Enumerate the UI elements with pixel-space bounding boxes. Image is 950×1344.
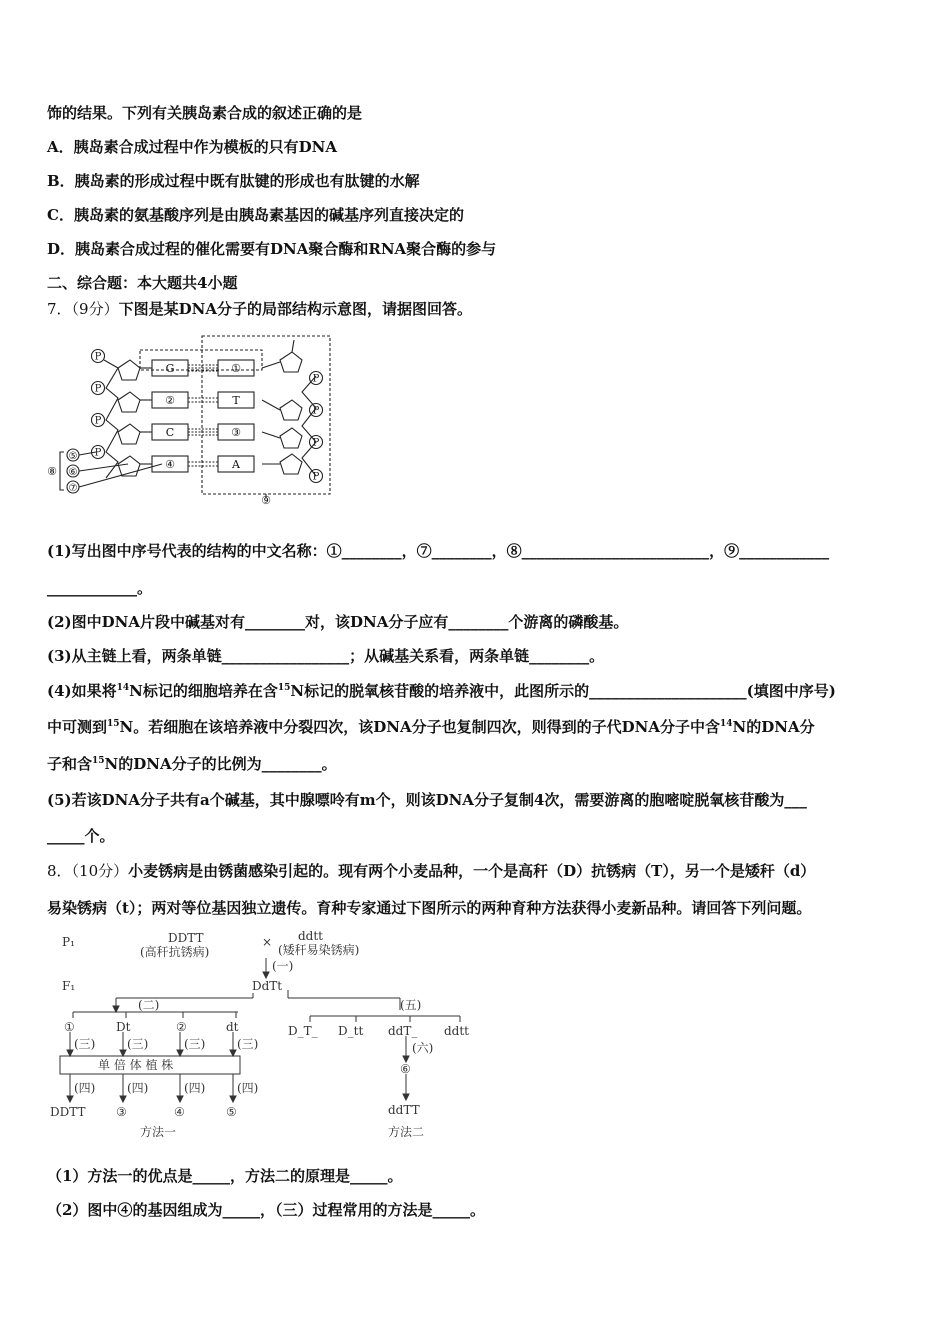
haploid-plant-label: 单 倍 体 植 株: [98, 1058, 174, 1072]
base-c-label: C: [165, 426, 175, 439]
result-ddtt-upper: DDTT: [50, 1105, 86, 1119]
text-span: N。若细胞在该培养液中分裂四次，该DNA分子也复制四次，则得到的子代DNA分子中含: [119, 718, 720, 736]
parent1-genotype: DDTT: [168, 931, 204, 945]
q8-sub1: （1）方法一的优点是_____，方法二的原理是_____。: [47, 1167, 403, 1185]
f2-dd-t: ddT_: [388, 1024, 418, 1038]
base-g-label: G: [165, 362, 175, 375]
gamete-dt-lower: dt: [226, 1020, 239, 1034]
q7-sub5-line2: _____个。: [47, 827, 115, 845]
label-7: ⑦: [68, 483, 78, 494]
q7-stem: [47, 299, 472, 319]
superscript: 15: [107, 719, 120, 729]
q6-stem-tail: 饰的结果。下列有关胰岛素合成的叙述正确的是: [47, 104, 363, 122]
q8-stem-line1: [47, 861, 815, 881]
q7-number: 7．: [47, 300, 72, 318]
superscript: 15: [92, 756, 105, 766]
left-backbone-line: [104, 360, 118, 478]
label-9: ⑨: [261, 494, 271, 506]
f2-d-t: D_T_: [288, 1024, 318, 1038]
q6-option-d: D．胰岛素合成过程的催化需要有DNA聚合酶和RNA聚合酶的参与: [47, 240, 497, 258]
step-4-label: (四): [184, 1081, 206, 1095]
superscript: 15: [277, 683, 291, 693]
base-2-label: ②: [165, 394, 175, 407]
q7-sub4-line2: [47, 717, 815, 737]
label-5: ⑤: [68, 451, 78, 462]
text-span: N标记的细胞培养在含: [129, 682, 278, 700]
p-label: P: [94, 383, 102, 395]
final-ddtt: ddTT: [388, 1103, 420, 1117]
right-sugar-4: [280, 454, 302, 474]
p-label: P: [94, 415, 102, 427]
result-4: ④: [174, 1105, 185, 1119]
text-span: N的DNA分子的比例为________。: [104, 755, 337, 773]
result-3: ③: [116, 1105, 127, 1119]
p1-label: P₁: [62, 935, 75, 949]
text-span: 子和含: [47, 755, 93, 773]
p-label: P: [312, 471, 320, 483]
right-sugar-1: [280, 352, 302, 372]
superscript: 14: [116, 683, 130, 693]
label-8: ⑧: [47, 465, 57, 478]
base-t-label: T: [232, 394, 240, 407]
superscript: 14: [719, 719, 733, 729]
step-1-label: (一): [272, 959, 294, 973]
gamete-dt-upper: Dt: [116, 1020, 131, 1034]
parent1-description: (高秆抗锈病): [140, 945, 210, 959]
left-sugar-3: [118, 424, 140, 444]
q7-sub1-line1: (1)写出图中序号代表的结构的中文名称：①________，⑦________，⑧_________________________，⑨____________: [47, 542, 830, 560]
step-3-label: (三): [184, 1037, 206, 1051]
result-5: ⑤: [226, 1105, 237, 1119]
q6-option-c: C．胰岛素的氨基酸序列是由胰岛素基因的碱基序列直接决定的: [47, 206, 464, 224]
method-1-label: 方法一: [140, 1125, 177, 1139]
q7-stem-text: 下图是某DNA分子的局部结构示意图，请据图回答。: [118, 300, 472, 318]
q8-number: 8．: [47, 862, 72, 880]
p-label: P: [312, 405, 320, 417]
right-sugar-3: [280, 428, 302, 448]
q6-option-a: A．胰岛素合成过程中作为模板的只有DNA: [47, 138, 337, 156]
result-6: ⑥: [400, 1062, 411, 1076]
q7-sub1-line2: ____________。: [47, 579, 153, 597]
q7-sub3: (3)从主链上看，两条单链_________________；从碱基关系看，两条单链________。: [47, 647, 605, 665]
q7-sub4-line3: [47, 754, 337, 774]
q7-sub2: (2)图中DNA片段中碱基对有________对，该DNA分子应有________个游离的磷酸基。: [47, 613, 629, 631]
label-6: ⑥: [68, 467, 78, 478]
text-span: 中可测到: [47, 718, 108, 736]
text-span: N标记的脱氧核苷酸的培养液中，此图所示的_____________________(填图中序号): [290, 682, 836, 700]
p-label: P: [94, 447, 102, 459]
section-2-title: 二、综合题：本大题共4小题: [47, 274, 238, 292]
left-sugar-2: [118, 392, 140, 412]
step-3-label: (三): [237, 1037, 259, 1051]
f2-ddtt: ddtt: [444, 1024, 470, 1038]
dna-structure-figure: [44, 330, 336, 506]
text-span: N的DNA分: [732, 718, 815, 736]
step-2-label: (二): [138, 998, 160, 1012]
base-4-label: ④: [165, 458, 175, 471]
step-6-label: (六): [412, 1041, 434, 1055]
q6-option-b: B．胰岛素的形成过程中既有肽键的形成也有肽键的水解: [47, 172, 420, 190]
gamete-2: ②: [176, 1020, 187, 1034]
parent2-genotype: ddtt: [298, 929, 324, 943]
q8-score: （10分）: [71, 862, 129, 880]
breeding-methods-figure: [48, 928, 488, 1143]
f1-label: F₁: [62, 979, 76, 993]
step-4-label: (四): [127, 1081, 149, 1095]
f2-d-tt: D_tt: [338, 1024, 364, 1038]
cross-symbol: ×: [262, 935, 273, 949]
step-3-label: (三): [74, 1037, 96, 1051]
method-2-label: 方法二: [388, 1125, 425, 1139]
q8-stem-text: 小麦锈病是由锈菌感染引起的。现有两个小麦品种，一个是高秆（D）抗锈病（T），另一个是矮秆（d）: [128, 862, 816, 880]
q7-sub4-line1: [47, 681, 836, 701]
p-label: P: [312, 437, 320, 449]
right-backbone-line: [302, 376, 316, 476]
q7-sub5-line1: (5)若该DNA分子共有a个碱基，其中腺嘌呤有m个，则该DNA分子复制4次，需要游离的胞嘧啶脱氧核苷酸为___: [47, 791, 807, 809]
base-1-label: ①: [231, 362, 241, 375]
parent2-description: (矮秆易染锈病): [278, 943, 360, 957]
f1-genotype: DdTt: [252, 979, 283, 993]
p-label: P: [94, 351, 102, 363]
step-4-label: (四): [237, 1081, 259, 1095]
right-sugar-2: [280, 400, 302, 420]
step-5-label: (五): [400, 998, 422, 1012]
q8-stem-line2: 易染锈病（t）；两对等位基因独立遗传。育种专家通过下图所示的两种育种方法获得小麦新品种。请回答下列问题。: [47, 899, 812, 917]
gamete-1: ①: [64, 1020, 75, 1034]
q7-score: （9分）: [71, 300, 119, 318]
left-sugar-1: [118, 360, 140, 380]
step-4-label: (四): [74, 1081, 96, 1095]
text-span: (4)如果将: [47, 682, 117, 700]
p-label: P: [312, 373, 320, 385]
q8-sub2: （2）图中④的基因组成为_____，（三）过程常用的方法是_____。: [47, 1201, 485, 1219]
base-a-label: A: [232, 458, 240, 471]
step-3-label: (三): [127, 1037, 149, 1051]
base-3-label: ③: [231, 426, 241, 439]
